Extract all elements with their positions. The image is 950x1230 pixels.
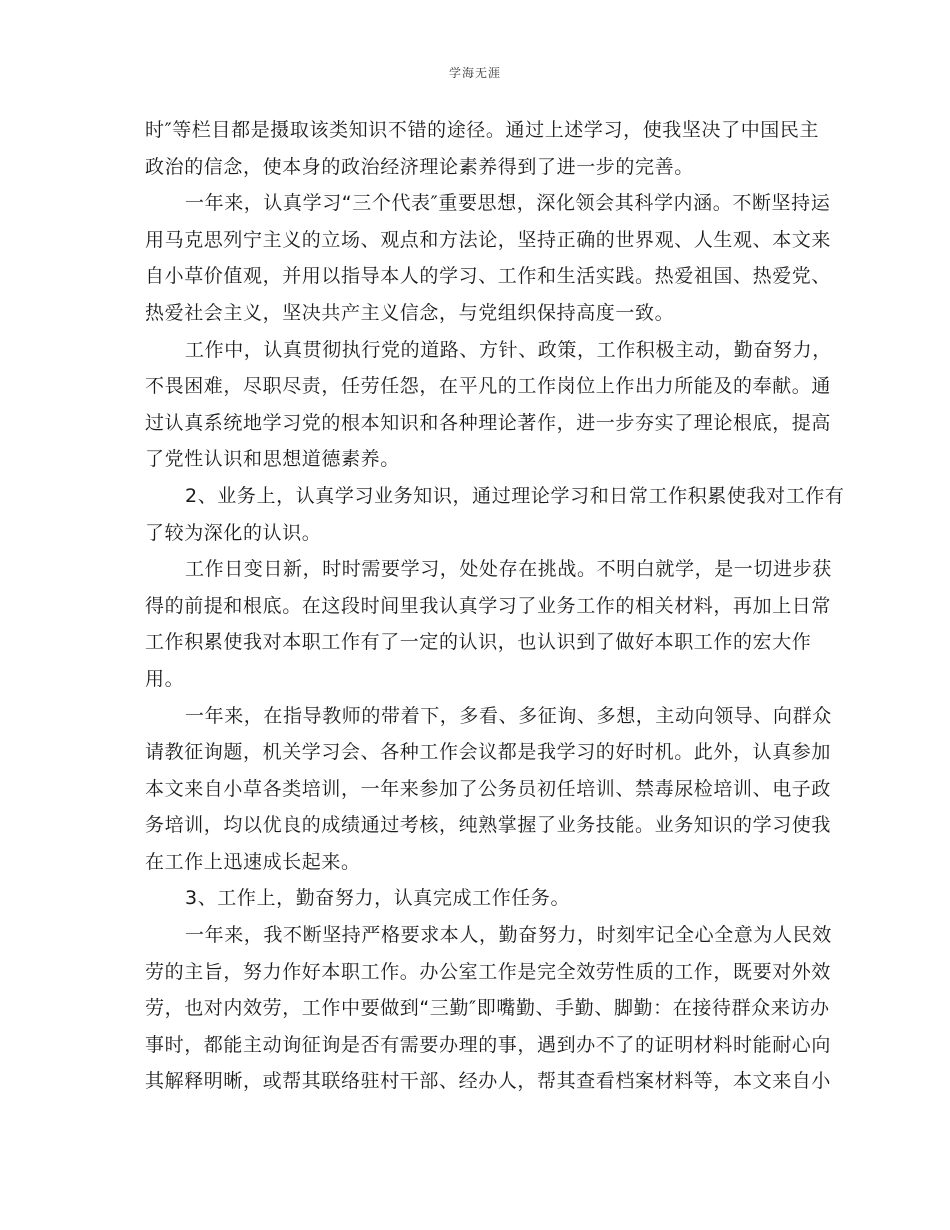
text-line: 劳的主旨，努力作好本职工作。办公室工作是完全效劳性质的工作，既要对外效	[145, 960, 832, 983]
text-line: 工作日变日新，时时需要学习，处处存在挑战。不明白就学，是一切进步获	[185, 558, 832, 581]
text-line: 一年来，我不断坚持严格要求本人，勤奋努力，时刻牢记全心全意为人民效	[185, 924, 832, 947]
text-line: 3、工作上，勤奋努力，认真完成工作任务。	[185, 887, 571, 910]
text-line: 其解释明晰，或帮其联络驻村干部、经办人，帮其查看档案材料等，本文来自小	[145, 1070, 832, 1093]
text-line: 自小草价值观，并用以指导本人的学习、工作和生活实践。热爱祖国、热爱党、	[145, 265, 832, 288]
text-line: 工作积累使我对本职工作有了一定的认识，也认识到了做好本职工作的宏大作	[145, 631, 812, 654]
text-line: 劳，也对内效劳，工作中要做到“三勤″即嘴勤、手勤、脚勤：在接待群众来访办	[145, 997, 830, 1020]
text-line: 用马克思列宁主义的立场、观点和方法论，坚持正确的世界观、人生观、本文来	[145, 228, 832, 251]
text-line: 一年来，在指导教师的带着下，多看、多征询、多想，主动向领导、向群众	[185, 704, 832, 727]
text-line: 用。	[145, 667, 185, 690]
text-line: 得的前提和根底。在这段时间里我认真学习了业务工作的相关材料，再加上日常	[145, 594, 832, 617]
text-line: 2、业务上，认真学习业务知识，通过理论学习和日常工作积累使我对工作有	[185, 484, 845, 507]
text-line: 一年来，认真学习“三个代表″重要思想，深化领会其科学内涵。不断坚持运	[185, 192, 831, 215]
text-line: 在工作上迅速成长起来。	[145, 850, 361, 873]
text-line: 事时，都能主动询征询是否有需要办理的事，遇到办不了的证明材料时能耐心向	[145, 1033, 832, 1056]
text-line: 工作中，认真贯彻执行党的道路、方针、政策，工作积极主动，勤奋努力，	[185, 338, 832, 361]
text-line: 请教征询题，机关学习会、各种工作会议都是我学习的好时机。此外，认真参加	[145, 741, 832, 764]
page-header: 学海无涯	[448, 66, 501, 80]
text-line: 时″等栏目都是摄取该类知识不错的途径。通过上述学习，使我坚决了中国民主	[145, 119, 820, 141]
text-line: 热爱社会主义，坚决共产主义信念，与党组织保持高度一致。	[145, 301, 675, 324]
text-line: 了较为深化的认识。	[145, 521, 322, 544]
text-line: 不畏困难，尽职尽责，任劳任怨，在平凡的工作岗位上作出力所能及的奉献。通	[145, 375, 832, 398]
text-line: 政治的信念，使本身的政治经济理论素养得到了进一步的完善。	[145, 155, 694, 178]
text-line: 了党性认识和思想道德素养。	[145, 448, 400, 471]
document-body	[145, 112, 845, 1100]
text-line: 务培训，均以优良的成绩通过考核，纯熟掌握了业务技能。业务知识的学习使我	[145, 814, 832, 837]
text-line: 过认真系统地学习党的根本知识和各种理论著作，进一步夯实了理论根底，提高	[145, 411, 832, 434]
text-line: 本文来自小草各类培训，一年来参加了公务员初任培训、禁毒尿检培训、电子政	[145, 777, 832, 800]
